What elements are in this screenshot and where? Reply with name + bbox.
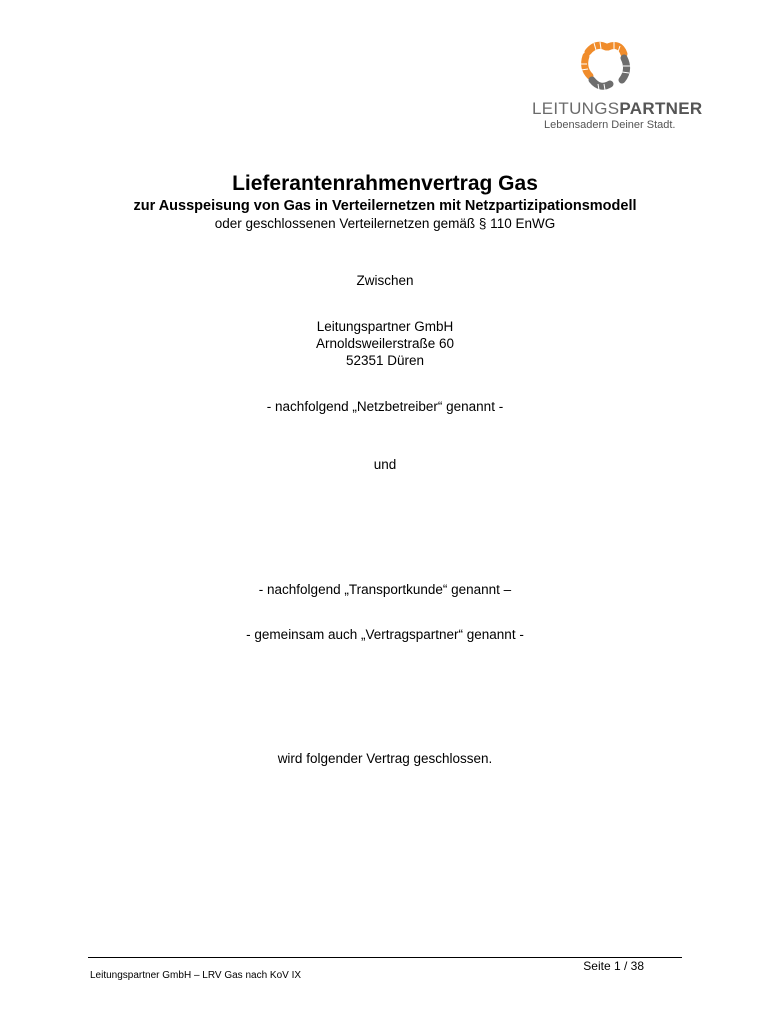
logo-tagline: Lebensadern Deiner Stadt. (544, 119, 676, 131)
logo-mark-icon (574, 38, 634, 98)
closing-statement: wird folgender Vertrag geschlossen. (277, 751, 493, 766)
party1-role: - nachfolgend „Netzbetreiber“ genannt - (266, 399, 504, 414)
party1-address (0, 318, 770, 369)
party2-role: - nachfolgend „Transportkunde“ genannt – (258, 582, 512, 597)
document-subtitle: zur Ausspeisung von Gas in Verteilernetzen mit Netzpartizipationsmodell (133, 198, 637, 214)
joint-role: - gemeinsam auch „Vertragspartner“ genannt - (246, 627, 524, 642)
party1-street: Arnoldsweilerstraße 60 (315, 336, 455, 351)
footer-text: Leitungspartner GmbH – LRV Gas nach KoV IX (90, 970, 302, 981)
document-title: Lieferantenrahmenvertrag Gas (232, 172, 538, 195)
party1-city: 52351 Düren (345, 353, 425, 368)
party1-name: Leitungspartner GmbH (316, 319, 454, 334)
logo-wordmark-bold: PARTNER (619, 99, 703, 118)
logo-wordmark-light: LEITUNGS (532, 99, 620, 118)
and-label: und (373, 457, 397, 472)
footer-divider (88, 957, 682, 958)
company-logo (520, 38, 703, 138)
document-subline: oder geschlossenen Verteilernetzen gemäß § 110 EnWG (214, 216, 556, 231)
between-label: Zwischen (356, 273, 414, 288)
page-number: Seite 1 / 38 (583, 959, 644, 973)
logo-wordmark (532, 99, 702, 119)
